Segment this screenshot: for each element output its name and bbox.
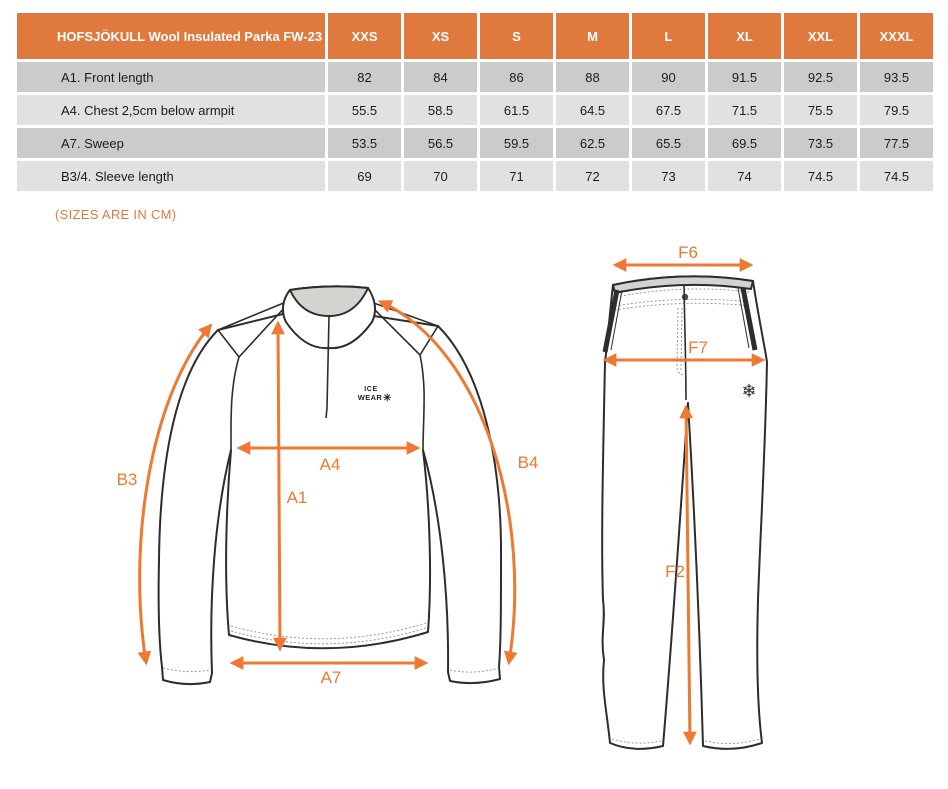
- measurement-value: 58.5: [404, 95, 477, 125]
- measurement-value: 56.5: [404, 128, 477, 158]
- measurement-label: B3/4. Sleeve length: [17, 161, 325, 191]
- size-header-xxl: XXL: [784, 13, 857, 59]
- measurement-value: 73.5: [784, 128, 857, 158]
- measurement-value: 74: [708, 161, 781, 191]
- measurement-value: 75.5: [784, 95, 857, 125]
- measurement-value: 93.5: [860, 62, 933, 92]
- dimension-label-f7: F7: [688, 338, 708, 357]
- dimension-arrow-a1: [278, 324, 280, 648]
- dimension-label-f6: F6: [678, 243, 698, 262]
- size-header-xxxl: XXXL: [860, 13, 933, 59]
- dimension-label-a7: A7: [320, 668, 342, 687]
- measurement-row-sleeve-length: [17, 161, 933, 191]
- measurement-value: 64.5: [556, 95, 629, 125]
- sizes-in-cm-note: (SIZES ARE IN CM): [55, 207, 177, 222]
- measurement-label: A7. Sweep: [17, 128, 325, 158]
- measurement-value: 88: [556, 62, 629, 92]
- logo-text-line2: WEAR: [357, 393, 383, 402]
- measurement-value: 62.5: [556, 128, 629, 158]
- size-header-s: S: [480, 13, 553, 59]
- measurement-value: 73: [632, 161, 705, 191]
- measurement-value: 84: [404, 62, 477, 92]
- measurement-value: 74.5: [860, 161, 933, 191]
- snowflake-logo-icon: ❄: [741, 381, 757, 402]
- product-title: HOFSJÖKULL Wool Insulated Parka FW-23: [17, 13, 325, 59]
- size-header-xs: XS: [404, 13, 477, 59]
- measurement-label: A1. Front length: [17, 62, 325, 92]
- measurement-row-chest: [17, 95, 933, 125]
- measurement-value: 69.5: [708, 128, 781, 158]
- dimension-label-a4: A4: [319, 455, 341, 474]
- measurement-value: 69: [328, 161, 401, 191]
- dimension-arrow-f2: [686, 408, 690, 742]
- size-chart-table: [14, 10, 936, 194]
- measurement-value: 90: [632, 62, 705, 92]
- measurement-value: 86: [480, 62, 553, 92]
- size-header-m: M: [556, 13, 629, 59]
- zipper-pull: [326, 408, 327, 418]
- measurement-value: 67.5: [632, 95, 705, 125]
- measurement-value: 65.5: [632, 128, 705, 158]
- logo-snowflake-icon: ✳: [383, 393, 392, 404]
- measurement-value: 77.5: [860, 128, 933, 158]
- size-header-row: [17, 13, 933, 59]
- measurement-value: 70: [404, 161, 477, 191]
- measurement-value: 82: [328, 62, 401, 92]
- measurement-value: 74.5: [784, 161, 857, 191]
- logo-text-line1: ICE: [364, 386, 378, 393]
- parka-measurement-diagram: [100, 260, 570, 730]
- measurement-label: A4. Chest 2,5cm below armpit: [17, 95, 325, 125]
- dimension-label-b3: B3: [116, 470, 138, 489]
- measurement-value: 79.5: [860, 95, 933, 125]
- measurement-value: 53.5: [328, 128, 401, 158]
- measurement-value: 59.5: [480, 128, 553, 158]
- dimension-label-f2: F2: [665, 562, 685, 581]
- dimension-label-a1: A1: [286, 488, 308, 507]
- measurement-value: 92.5: [784, 62, 857, 92]
- measurement-value: 61.5: [480, 95, 553, 125]
- size-header-l: L: [632, 13, 705, 59]
- measurement-value: 71.5: [708, 95, 781, 125]
- measurement-value: 91.5: [708, 62, 781, 92]
- measurement-row-sweep: [17, 128, 933, 158]
- size-header-xl: XL: [708, 13, 781, 59]
- measurement-row-front-length: [17, 62, 933, 92]
- measurement-value: 71: [480, 161, 553, 191]
- measurement-value: 55.5: [328, 95, 401, 125]
- measurement-value: 72: [556, 161, 629, 191]
- pants-measurement-diagram: [588, 240, 788, 770]
- size-header-xxs: XXS: [328, 13, 401, 59]
- dimension-label-b4: B4: [517, 453, 539, 472]
